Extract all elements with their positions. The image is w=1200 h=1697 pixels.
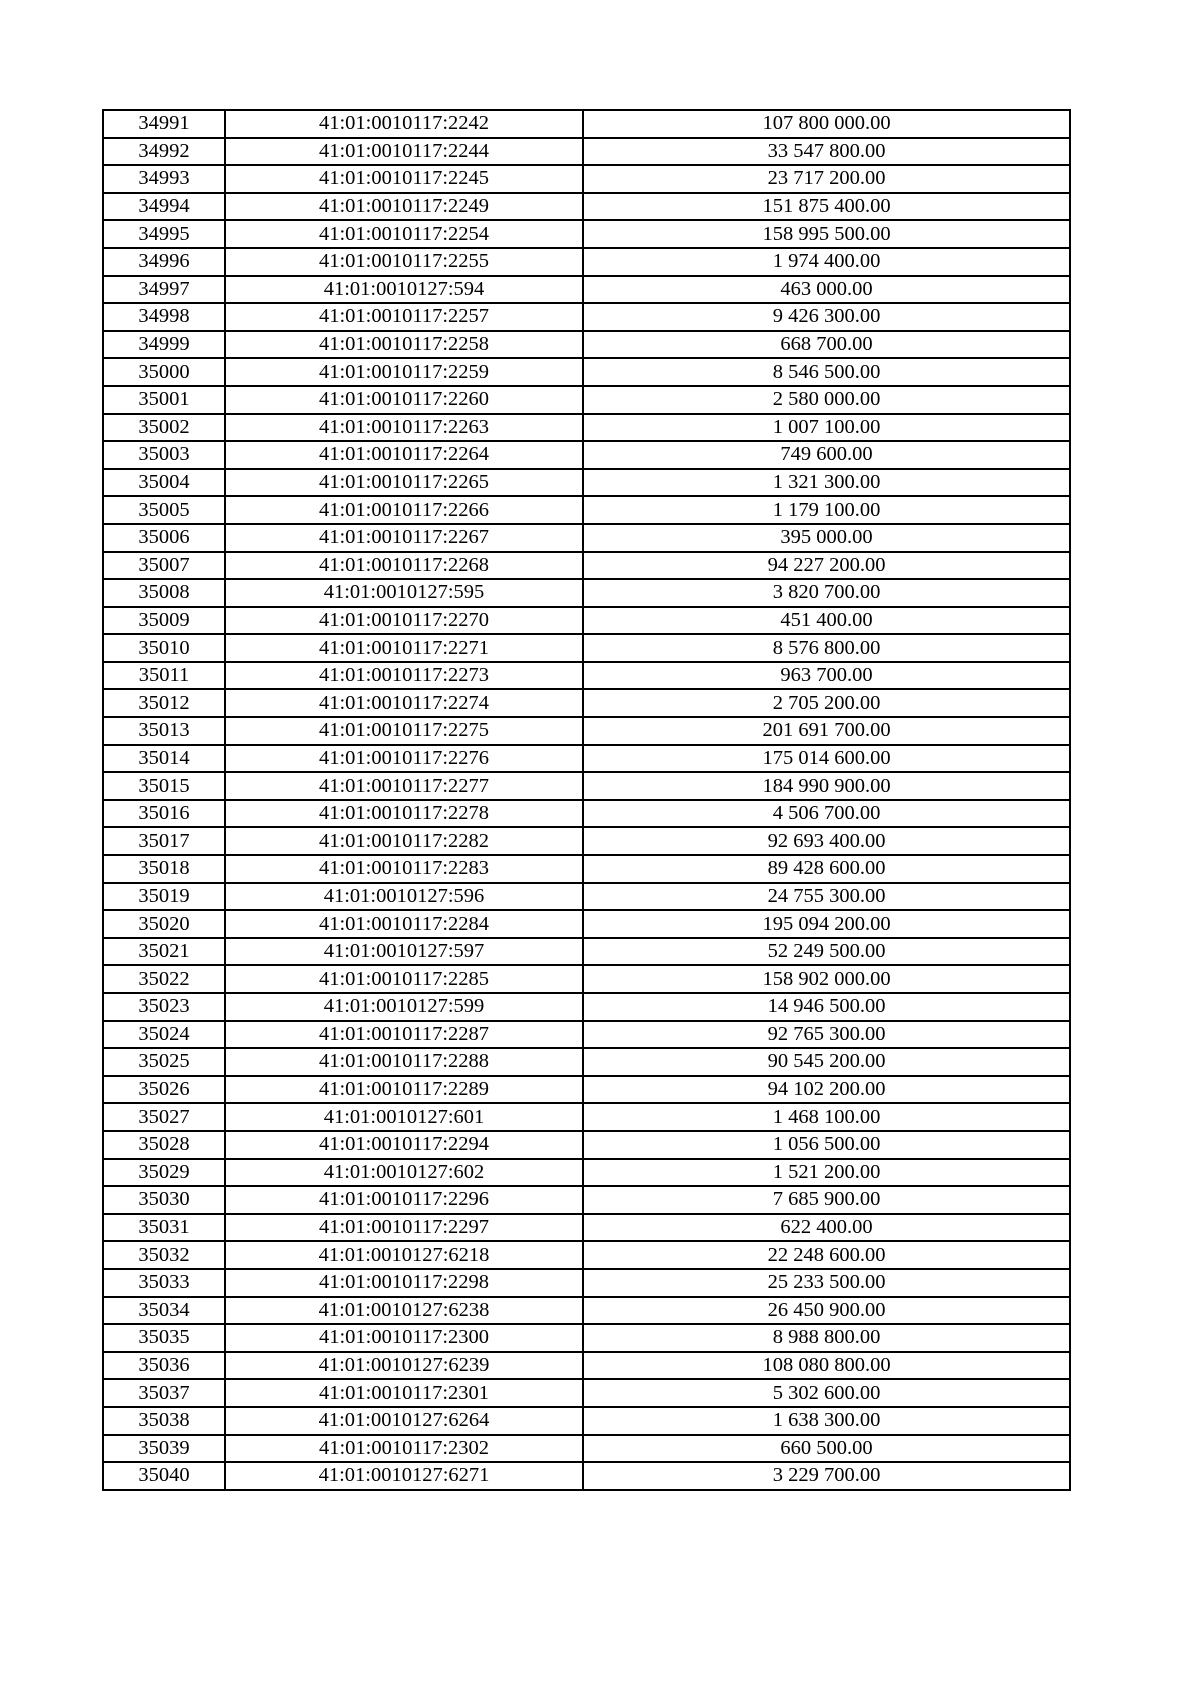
cadastral-value-cell: 395 000.00 bbox=[583, 524, 1070, 552]
row-number-cell: 35033 bbox=[103, 1269, 225, 1297]
table-row bbox=[103, 1048, 1070, 1076]
row-number-cell: 35017 bbox=[103, 827, 225, 855]
table-row bbox=[103, 248, 1070, 276]
table-row bbox=[103, 276, 1070, 304]
cadastral-value-cell: 9 426 300.00 bbox=[583, 303, 1070, 331]
row-number-cell: 34993 bbox=[103, 165, 225, 193]
table-row bbox=[103, 469, 1070, 497]
cadastral-value-cell: 158 902 000.00 bbox=[583, 965, 1070, 993]
cadastral-value-cell: 201 691 700.00 bbox=[583, 717, 1070, 745]
cadastral-value-cell: 22 248 600.00 bbox=[583, 1241, 1070, 1269]
cadastral-value-cell: 107 800 000.00 bbox=[583, 110, 1070, 138]
table-row bbox=[103, 717, 1070, 745]
cadastral-number-cell: 41:01:0010117:2242 bbox=[225, 110, 583, 138]
table-row bbox=[103, 1241, 1070, 1269]
cadastral-number-cell: 41:01:0010127:6238 bbox=[225, 1297, 583, 1325]
cadastral-value-cell: 23 717 200.00 bbox=[583, 165, 1070, 193]
cadastral-number-cell: 41:01:0010127:594 bbox=[225, 276, 583, 304]
table-row bbox=[103, 965, 1070, 993]
table-row bbox=[103, 441, 1070, 469]
table-row bbox=[103, 1407, 1070, 1435]
table-row bbox=[103, 220, 1070, 248]
table-row bbox=[103, 800, 1070, 828]
cadastral-value-cell: 963 700.00 bbox=[583, 662, 1070, 690]
cadastral-value-cell: 26 450 900.00 bbox=[583, 1297, 1070, 1325]
row-number-cell: 35001 bbox=[103, 386, 225, 414]
cadastral-value-cell: 8 546 500.00 bbox=[583, 358, 1070, 386]
cadastral-value-cell: 94 102 200.00 bbox=[583, 1076, 1070, 1104]
table-row bbox=[103, 331, 1070, 359]
cadastral-value-cell: 3 229 700.00 bbox=[583, 1462, 1070, 1490]
cadastral-value-cell: 749 600.00 bbox=[583, 441, 1070, 469]
cadastral-number-cell: 41:01:0010117:2283 bbox=[225, 855, 583, 883]
cadastral-number-cell: 41:01:0010117:2297 bbox=[225, 1214, 583, 1242]
table-row bbox=[103, 745, 1070, 773]
cadastral-number-cell: 41:01:0010117:2264 bbox=[225, 441, 583, 469]
cadastral-value-cell: 2 705 200.00 bbox=[583, 689, 1070, 717]
cadastral-value-cell: 8 988 800.00 bbox=[583, 1324, 1070, 1352]
cadastral-value-cell: 52 249 500.00 bbox=[583, 938, 1070, 966]
cadastral-value-cell: 1 179 100.00 bbox=[583, 496, 1070, 524]
table-row bbox=[103, 772, 1070, 800]
cadastral-value-cell: 1 974 400.00 bbox=[583, 248, 1070, 276]
table-row bbox=[103, 1324, 1070, 1352]
cadastral-number-cell: 41:01:0010117:2255 bbox=[225, 248, 583, 276]
table-row bbox=[103, 607, 1070, 635]
row-number-cell: 35040 bbox=[103, 1462, 225, 1490]
cadastral-value-cell: 175 014 600.00 bbox=[583, 745, 1070, 773]
cadastral-number-cell: 41:01:0010127:6218 bbox=[225, 1241, 583, 1269]
row-number-cell: 35019 bbox=[103, 883, 225, 911]
cadastral-number-cell: 41:01:0010117:2268 bbox=[225, 552, 583, 580]
cadastral-number-cell: 41:01:0010117:2244 bbox=[225, 138, 583, 166]
cadastral-value-cell: 8 576 800.00 bbox=[583, 634, 1070, 662]
cadastral-value-cell: 463 000.00 bbox=[583, 276, 1070, 304]
row-number-cell: 35031 bbox=[103, 1214, 225, 1242]
table-row bbox=[103, 386, 1070, 414]
cadastral-number-cell: 41:01:0010117:2249 bbox=[225, 193, 583, 221]
table-row bbox=[103, 1435, 1070, 1463]
row-number-cell: 35029 bbox=[103, 1159, 225, 1187]
table-row bbox=[103, 165, 1070, 193]
table-row bbox=[103, 1021, 1070, 1049]
row-number-cell: 34991 bbox=[103, 110, 225, 138]
cadastral-value-cell: 92 765 300.00 bbox=[583, 1021, 1070, 1049]
table-row bbox=[103, 1214, 1070, 1242]
cadastral-value-cell: 668 700.00 bbox=[583, 331, 1070, 359]
cadastral-value-cell: 660 500.00 bbox=[583, 1435, 1070, 1463]
cadastral-number-cell: 41:01:0010117:2273 bbox=[225, 662, 583, 690]
table-row bbox=[103, 634, 1070, 662]
cadastral-number-cell: 41:01:0010117:2259 bbox=[225, 358, 583, 386]
cadastral-value-cell: 1 056 500.00 bbox=[583, 1131, 1070, 1159]
cadastral-number-cell: 41:01:0010117:2271 bbox=[225, 634, 583, 662]
row-number-cell: 34997 bbox=[103, 276, 225, 304]
row-number-cell: 35023 bbox=[103, 993, 225, 1021]
cadastral-value-cell: 14 946 500.00 bbox=[583, 993, 1070, 1021]
row-number-cell: 35038 bbox=[103, 1407, 225, 1435]
cadastral-number-cell: 41:01:0010127:601 bbox=[225, 1103, 583, 1131]
cadastral-value-cell: 25 233 500.00 bbox=[583, 1269, 1070, 1297]
table-row bbox=[103, 1076, 1070, 1104]
table-row bbox=[103, 1462, 1070, 1490]
cadastral-number-cell: 41:01:0010117:2284 bbox=[225, 910, 583, 938]
cadastral-number-cell: 41:01:0010127:6239 bbox=[225, 1352, 583, 1380]
cadastral-number-cell: 41:01:0010117:2289 bbox=[225, 1076, 583, 1104]
cadastral-number-cell: 41:01:0010117:2287 bbox=[225, 1021, 583, 1049]
row-number-cell: 35002 bbox=[103, 414, 225, 442]
table-row bbox=[103, 110, 1070, 138]
cadastral-number-cell: 41:01:0010117:2276 bbox=[225, 745, 583, 773]
cadastral-number-cell: 41:01:0010117:2285 bbox=[225, 965, 583, 993]
cadastral-number-cell: 41:01:0010127:596 bbox=[225, 883, 583, 911]
row-number-cell: 35014 bbox=[103, 745, 225, 773]
cadastral-value-cell: 184 990 900.00 bbox=[583, 772, 1070, 800]
row-number-cell: 34994 bbox=[103, 193, 225, 221]
table-row bbox=[103, 1379, 1070, 1407]
row-number-cell: 35037 bbox=[103, 1379, 225, 1407]
table-row bbox=[103, 579, 1070, 607]
cadastral-number-cell: 41:01:0010117:2275 bbox=[225, 717, 583, 745]
table-row bbox=[103, 662, 1070, 690]
cadastral-number-cell: 41:01:0010117:2302 bbox=[225, 1435, 583, 1463]
cadastral-value-cell: 7 685 900.00 bbox=[583, 1186, 1070, 1214]
row-number-cell: 35027 bbox=[103, 1103, 225, 1131]
row-number-cell: 35035 bbox=[103, 1324, 225, 1352]
cadastral-number-cell: 41:01:0010117:2300 bbox=[225, 1324, 583, 1352]
row-number-cell: 35039 bbox=[103, 1435, 225, 1463]
row-number-cell: 34996 bbox=[103, 248, 225, 276]
cadastral-value-cell: 158 995 500.00 bbox=[583, 220, 1070, 248]
cadastral-value-cell: 108 080 800.00 bbox=[583, 1352, 1070, 1380]
cadastral-value-cell: 5 302 600.00 bbox=[583, 1379, 1070, 1407]
row-number-cell: 35004 bbox=[103, 469, 225, 497]
cadastral-value-cell: 1 638 300.00 bbox=[583, 1407, 1070, 1435]
table-row bbox=[103, 1103, 1070, 1131]
row-number-cell: 34992 bbox=[103, 138, 225, 166]
cadastral-number-cell: 41:01:0010117:2245 bbox=[225, 165, 583, 193]
row-number-cell: 35022 bbox=[103, 965, 225, 993]
row-number-cell: 35003 bbox=[103, 441, 225, 469]
cadastral-value-cell: 90 545 200.00 bbox=[583, 1048, 1070, 1076]
cadastral-value-cell: 1 007 100.00 bbox=[583, 414, 1070, 442]
row-number-cell: 35000 bbox=[103, 358, 225, 386]
cadastral-number-cell: 41:01:0010127:595 bbox=[225, 579, 583, 607]
cadastral-number-cell: 41:01:0010117:2263 bbox=[225, 414, 583, 442]
row-number-cell: 35008 bbox=[103, 579, 225, 607]
table-row bbox=[103, 1186, 1070, 1214]
cadastral-number-cell: 41:01:0010127:599 bbox=[225, 993, 583, 1021]
table-row bbox=[103, 883, 1070, 911]
table-row bbox=[103, 689, 1070, 717]
table-row bbox=[103, 524, 1070, 552]
cadastral-number-cell: 41:01:0010117:2278 bbox=[225, 800, 583, 828]
table-row bbox=[103, 358, 1070, 386]
row-number-cell: 35026 bbox=[103, 1076, 225, 1104]
cadastral-number-cell: 41:01:0010127:6271 bbox=[225, 1462, 583, 1490]
table-row bbox=[103, 138, 1070, 166]
cadastral-value-table bbox=[102, 109, 1071, 1491]
cadastral-value-cell: 92 693 400.00 bbox=[583, 827, 1070, 855]
table-row bbox=[103, 1269, 1070, 1297]
row-number-cell: 34998 bbox=[103, 303, 225, 331]
cadastral-value-cell: 1 521 200.00 bbox=[583, 1159, 1070, 1187]
row-number-cell: 34995 bbox=[103, 220, 225, 248]
row-number-cell: 34999 bbox=[103, 331, 225, 359]
table-row bbox=[103, 855, 1070, 883]
row-number-cell: 35007 bbox=[103, 552, 225, 580]
cadastral-number-cell: 41:01:0010117:2282 bbox=[225, 827, 583, 855]
row-number-cell: 35016 bbox=[103, 800, 225, 828]
row-number-cell: 35018 bbox=[103, 855, 225, 883]
cadastral-value-cell: 1 321 300.00 bbox=[583, 469, 1070, 497]
row-number-cell: 35036 bbox=[103, 1352, 225, 1380]
table-row bbox=[103, 938, 1070, 966]
cadastral-number-cell: 41:01:0010117:2301 bbox=[225, 1379, 583, 1407]
cadastral-number-cell: 41:01:0010117:2294 bbox=[225, 1131, 583, 1159]
row-number-cell: 35015 bbox=[103, 772, 225, 800]
table-row bbox=[103, 1131, 1070, 1159]
table-row bbox=[103, 496, 1070, 524]
row-number-cell: 35021 bbox=[103, 938, 225, 966]
row-number-cell: 35006 bbox=[103, 524, 225, 552]
cadastral-number-cell: 41:01:0010117:2254 bbox=[225, 220, 583, 248]
cadastral-value-cell: 451 400.00 bbox=[583, 607, 1070, 635]
cadastral-value-cell: 3 820 700.00 bbox=[583, 579, 1070, 607]
row-number-cell: 35005 bbox=[103, 496, 225, 524]
table-row bbox=[103, 552, 1070, 580]
table-row bbox=[103, 993, 1070, 1021]
row-number-cell: 35028 bbox=[103, 1131, 225, 1159]
cadastral-number-cell: 41:01:0010117:2270 bbox=[225, 607, 583, 635]
cadastral-value-cell: 1 468 100.00 bbox=[583, 1103, 1070, 1131]
table-row bbox=[103, 1297, 1070, 1325]
row-number-cell: 35010 bbox=[103, 634, 225, 662]
cadastral-value-cell: 24 755 300.00 bbox=[583, 883, 1070, 911]
table-row bbox=[103, 910, 1070, 938]
cadastral-number-cell: 41:01:0010117:2267 bbox=[225, 524, 583, 552]
row-number-cell: 35032 bbox=[103, 1241, 225, 1269]
table-body bbox=[103, 110, 1070, 1490]
cadastral-number-cell: 41:01:0010117:2288 bbox=[225, 1048, 583, 1076]
cadastral-number-cell: 41:01:0010117:2258 bbox=[225, 331, 583, 359]
cadastral-number-cell: 41:01:0010117:2266 bbox=[225, 496, 583, 524]
cadastral-number-cell: 41:01:0010117:2277 bbox=[225, 772, 583, 800]
cadastral-number-cell: 41:01:0010117:2298 bbox=[225, 1269, 583, 1297]
row-number-cell: 35034 bbox=[103, 1297, 225, 1325]
table-row bbox=[103, 827, 1070, 855]
row-number-cell: 35020 bbox=[103, 910, 225, 938]
cadastral-value-cell: 151 875 400.00 bbox=[583, 193, 1070, 221]
row-number-cell: 35011 bbox=[103, 662, 225, 690]
table-row bbox=[103, 193, 1070, 221]
row-number-cell: 35009 bbox=[103, 607, 225, 635]
cadastral-number-cell: 41:01:0010117:2274 bbox=[225, 689, 583, 717]
cadastral-value-cell: 195 094 200.00 bbox=[583, 910, 1070, 938]
cadastral-number-cell: 41:01:0010117:2260 bbox=[225, 386, 583, 414]
table-row bbox=[103, 1352, 1070, 1380]
row-number-cell: 35025 bbox=[103, 1048, 225, 1076]
cadastral-number-cell: 41:01:0010127:6264 bbox=[225, 1407, 583, 1435]
cadastral-number-cell: 41:01:0010127:602 bbox=[225, 1159, 583, 1187]
cadastral-number-cell: 41:01:0010127:597 bbox=[225, 938, 583, 966]
cadastral-value-cell: 33 547 800.00 bbox=[583, 138, 1070, 166]
table-row bbox=[103, 414, 1070, 442]
row-number-cell: 35024 bbox=[103, 1021, 225, 1049]
cadastral-number-cell: 41:01:0010117:2257 bbox=[225, 303, 583, 331]
cadastral-value-cell: 622 400.00 bbox=[583, 1214, 1070, 1242]
cadastral-value-cell: 89 428 600.00 bbox=[583, 855, 1070, 883]
row-number-cell: 35030 bbox=[103, 1186, 225, 1214]
cadastral-value-cell: 94 227 200.00 bbox=[583, 552, 1070, 580]
row-number-cell: 35013 bbox=[103, 717, 225, 745]
cadastral-number-cell: 41:01:0010117:2296 bbox=[225, 1186, 583, 1214]
table-row bbox=[103, 303, 1070, 331]
cadastral-number-cell: 41:01:0010117:2265 bbox=[225, 469, 583, 497]
cadastral-value-cell: 2 580 000.00 bbox=[583, 386, 1070, 414]
row-number-cell: 35012 bbox=[103, 689, 225, 717]
table-row bbox=[103, 1159, 1070, 1187]
cadastral-value-cell: 4 506 700.00 bbox=[583, 800, 1070, 828]
